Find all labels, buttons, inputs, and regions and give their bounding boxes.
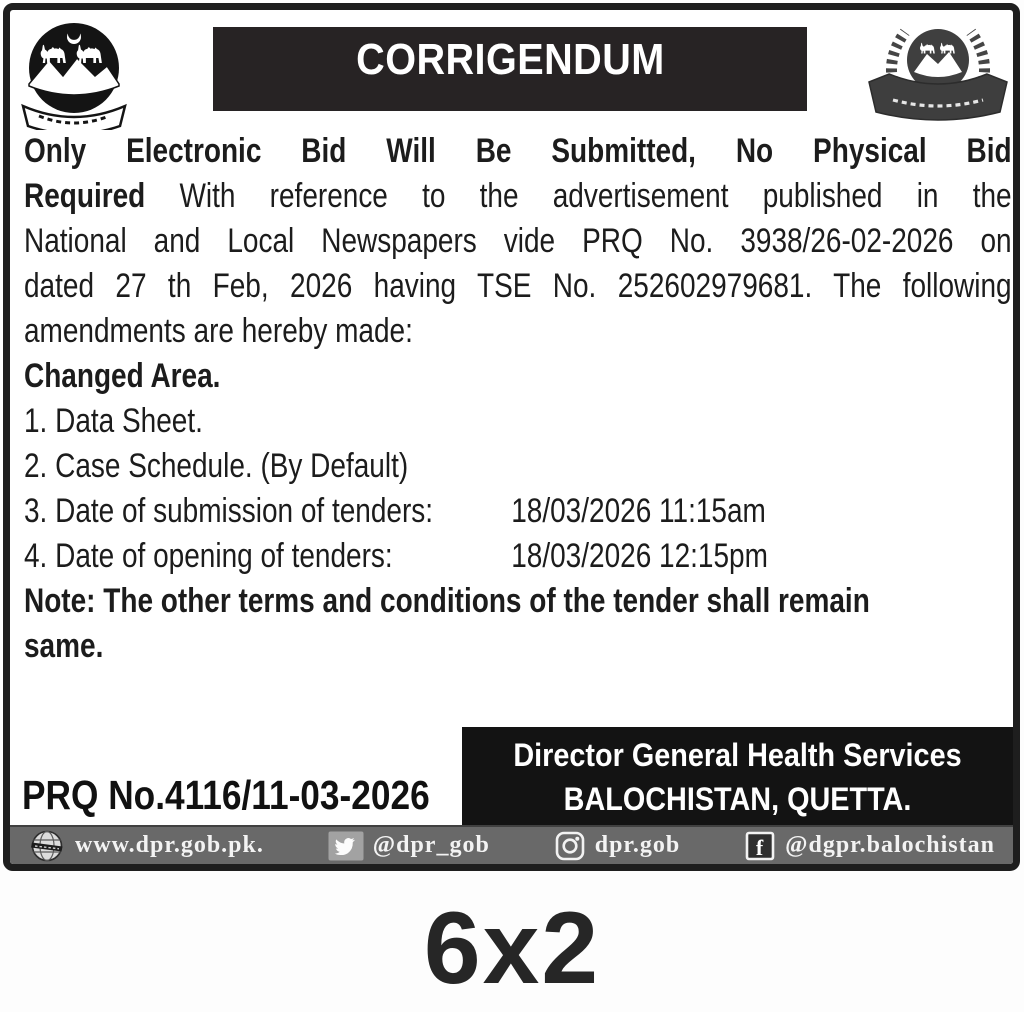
prq-number: PRQ No.4116/11-03-2026	[22, 772, 430, 818]
facebook-handle: @dgpr.balochistan	[785, 832, 995, 858]
intro-line-5: amendments are hereby made:	[24, 312, 413, 350]
changed-area-heading: Changed Area.	[24, 357, 221, 395]
list-item-value: 18/03/2026 12:15pm	[511, 537, 768, 575]
instagram-group	[554, 830, 681, 862]
ad-frame	[3, 3, 1020, 871]
svg-text:f: f	[755, 834, 765, 860]
dgpr-balochistan-emblem-logo	[863, 12, 1013, 128]
corrigendum-title-bar	[213, 27, 807, 111]
list-item	[24, 534, 1012, 579]
twitter-handle: @dpr_gob	[372, 832, 490, 858]
list-item-label: 1. Data Sheet.	[24, 402, 203, 440]
intro-line-2-rest: With reference to the advertisement published in the	[145, 177, 1012, 215]
twitter-group	[328, 831, 490, 861]
list-item-label: 4. Date of opening of tenders:	[24, 537, 393, 575]
facebook-icon	[744, 830, 776, 862]
social-bar	[10, 825, 1013, 864]
signatory-box	[462, 727, 1013, 828]
intro-line-1: Only Electronic Bid Will Be Submitted, No Physical Bid	[24, 132, 1012, 170]
intro-line-2	[24, 174, 1012, 219]
intro-line-2-bold: Required	[24, 177, 146, 215]
instagram-icon	[554, 830, 586, 862]
list-item-value: 18/03/2026 11:15am	[511, 492, 766, 530]
list-item	[24, 489, 1012, 534]
signatory-line-2: BALOCHISTAN, QUETTA.	[563, 781, 912, 817]
note-line-2: same.	[24, 627, 104, 665]
list-item-label: 2. Case Schedule. (By Default)	[24, 447, 409, 485]
ad-size-tag: 6x2	[423, 891, 601, 1005]
twitter-icon	[328, 831, 364, 861]
page-title: CORRIGENDUM	[355, 35, 665, 84]
note-line-1: Note: The other terms and conditions of the tender shall remain	[24, 582, 870, 620]
list-item-label: 3. Date of submission of tenders:	[24, 492, 434, 530]
government-of-balochistan-emblem-logo	[15, 22, 133, 130]
notice-body	[24, 129, 1012, 669]
signatory-line-1: Director General Health Services	[513, 737, 962, 773]
website-url: www.dpr.gob.pk.	[75, 832, 264, 858]
website-group	[28, 829, 264, 863]
facebook-group	[744, 830, 995, 862]
globe-icon	[28, 829, 66, 863]
list-item	[24, 444, 1012, 489]
intro-line-3: National and Local Newspapers vide PRQ No. 3938/26-02-2026 on	[24, 222, 1012, 260]
instagram-handle: dpr.gob	[594, 832, 681, 858]
intro-line-4: dated 27 th Feb, 2026 having TSE No. 252602979681. The following	[24, 267, 1012, 305]
list-item	[24, 399, 1012, 444]
